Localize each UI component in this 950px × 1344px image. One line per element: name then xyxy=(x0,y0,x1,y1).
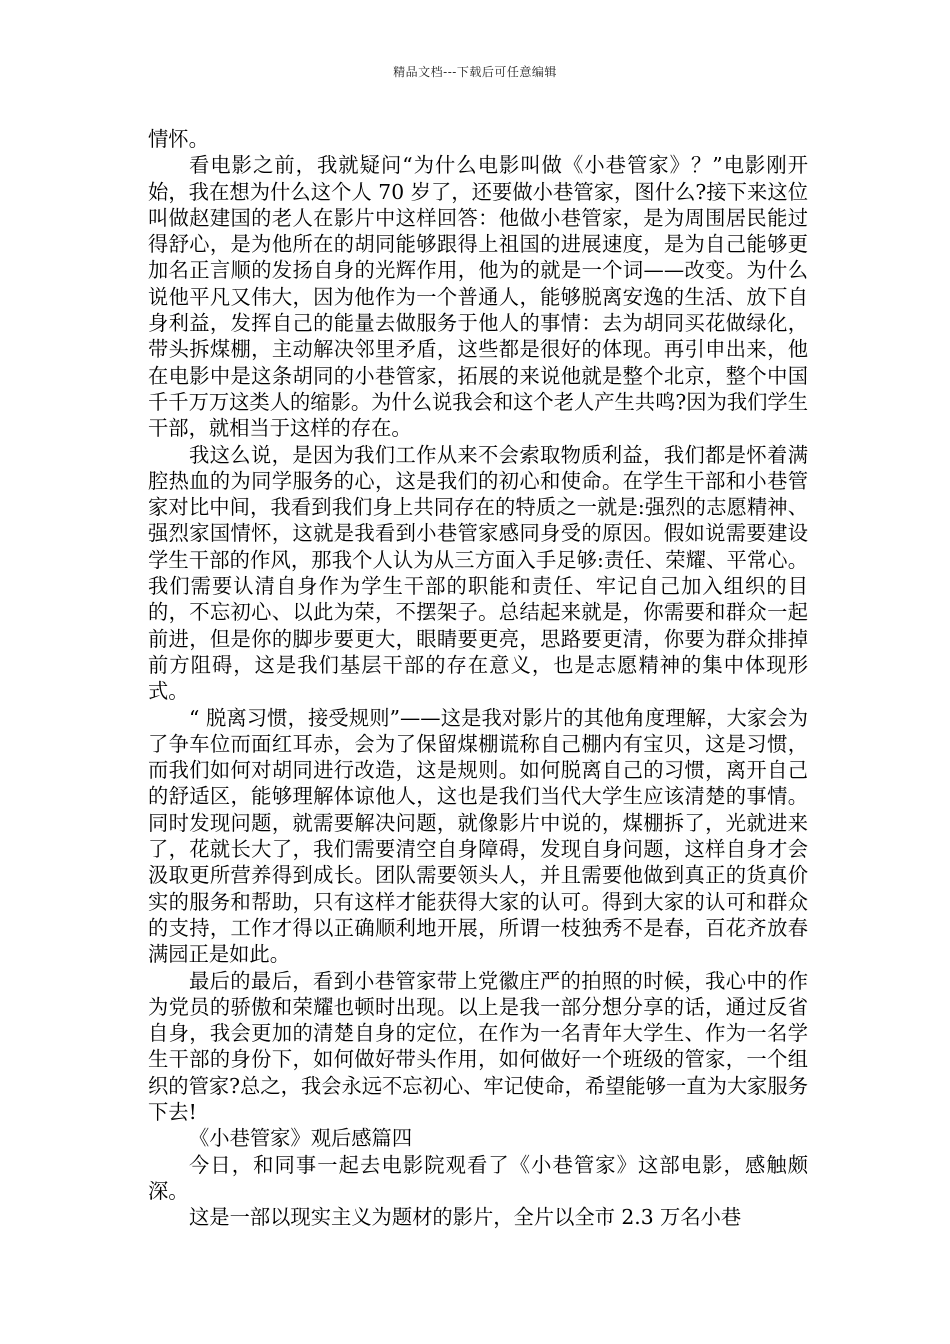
section-heading: 《小巷管家》观后感篇四 xyxy=(189,1126,413,1151)
paragraph-6: 这是一部以现实主义为题材的影片，全片以全市 2.3 万名小巷 xyxy=(189,1205,742,1230)
paragraph-4: 最后的最后，看到小巷管家带上党徽庄严的拍照的时候，我心中的作为党员的骄傲和荣耀也顿时出现。以上是我一部分想分享的话，通过反省自身，我会更加的清楚自身的定位，在作为一名青年大学生、作为一名学生干部的身份下，如何做好带头作用，如何做好一个班级的管家，一个组织的管家?总之，我会永远不忘初心、牢记使命，希望能够一直为大家服务下去! xyxy=(148,968,808,1124)
paragraph-2: 我这么说，是因为我们工作从来不会索取物质利益，我们都是怀着满腔热血的为同学服务的心，这是我们的初心和使命。在学生干部和小巷管家对比中间，我看到我们身上共同存在的特质之一就是:强烈的志愿精神、强烈家国情怀，这就是我看到小巷管家感同身受的原因。假如说需要建设学生干部的作风，那我个人认为从三方面入手足够:责任、荣耀、平常心。我们需要认清自身作为学生干部的职能和责任、牢记自己加入组织的目的，不忘初心、以此为荣，不摆架子。总结起来就是，你需要和群众一起前进，但是你的脚步要更大，眼睛要更亮，思路要更清，你要为群众排掉前方阻碍，这是我们基层干部的存在意义，也是志愿精神的集中体现形式。 xyxy=(148,442,808,704)
document-body xyxy=(148,126,808,1230)
paragraph-continuation: 情怀。 xyxy=(148,127,209,151)
paragraph-5: 今日，和同事一起去电影院观看了《小巷管家》这部电影，感触颇深。 xyxy=(148,1152,808,1203)
page-header: 精品文档---下载后可任意编辑 xyxy=(393,65,557,79)
paragraph-1: 看电影之前，我就疑问“为什么电影叫做《小巷管家》？”电影刚开始，我在想为什么这个人 70 岁了，还要做小巷管家，图什么?接下来这位叫做赵建国的老人在影片中这样回答：他做小巷管家，是为周围居民能过得舒心，是为他所在的胡同能够跟得上祖国的进展速度，是为自己能够更加名正言顺的发扬自身的光辉作用，他为的就是一个词——改变。为什么说他平凡又伟大，因为他作为一个普通人，能够脱离安逸的生活、放下自身利益，发挥自己的能量去做服务于他人的事情：去为胡同买花做绿化，带头拆煤棚，主动解决邻里矛盾，这些都是很好的体现。再引申出来，他在电影中是这条胡同的小巷管家，拓展的来说他就是整个北京，整个中国千千万万这类人的缩影。为什么说我会和这个老人产生共鸣?因为我们学生干部，就相当于这样的存在。 xyxy=(148,153,808,441)
paragraph-3: “ 脱离习惯，接受规则”——这是我对影片的其他角度理解，大家会为了争车位而面红耳赤，会为了保留煤棚谎称自己棚内有宝贝，这是习惯，而我们如何对胡同进行改造，这是规则。如何脱离自己的习惯，离开自己的舒适区，能够理解体谅他人，这也是我们当代大学生应该清楚的事情。同时发现问题，就需要解决问题，就像影片中说的，煤棚拆了，光就进来了，花就长大了，我们需要清空自身障碍，发现自身问题，这样自身才会汲取更所营养得到成长。团队需要领头人，并且需要他做到真正的货真价实的服务和帮助，只有这样才能获得大家的认可。得到大家的认可和群众的支持，工作才得以正确顺利地开展，所谓一枝独秀不是春，百花齐放春满园正是如此。 xyxy=(148,705,808,967)
